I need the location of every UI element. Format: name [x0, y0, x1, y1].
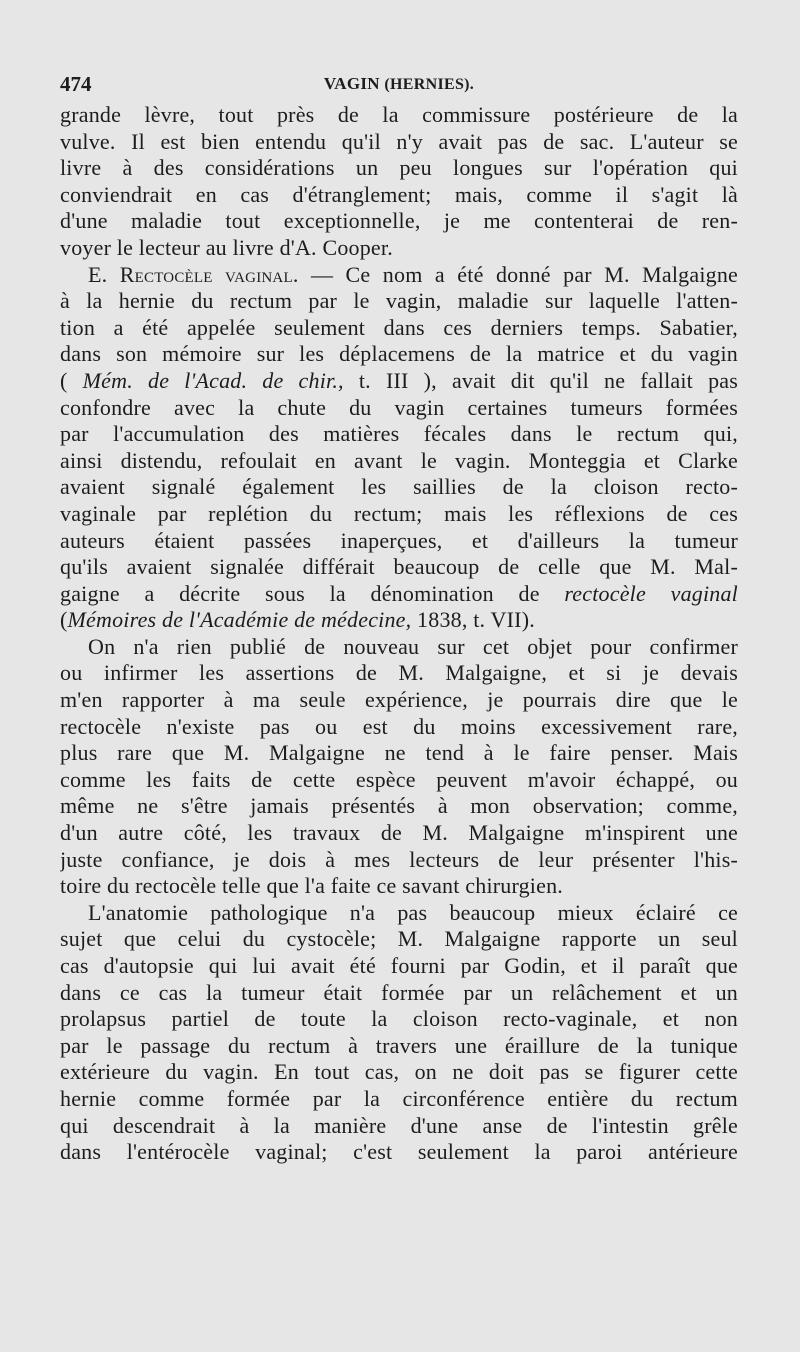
text-line: dans son mémoire sur les déplacemens de la matrice et du vagin [60, 341, 738, 367]
text-line: même ne s'être jamais présentés à mon observation; comme, [60, 793, 738, 819]
text-line: à la hernie du rectum par le vagin, maladie sur laquelle l'atten- [60, 288, 738, 314]
text-line: grande lèvre, tout près de la commissure postérieure de la [60, 102, 738, 127]
text-line: extérieure du vagin. En tout cas, on ne doit pas se figurer cette [60, 1059, 738, 1085]
text-line: juste confiance, je dois à mes lecteurs de leur présenter l'his- [60, 846, 738, 872]
text-line: voyer le lecteur au livre d'A. Cooper. [60, 234, 393, 260]
text-line: prolapsus partiel de toute la cloison recto-vaginale, et non [60, 1006, 738, 1032]
text-line: dans ce cas la tumeur était formée par un relâchement et un [60, 979, 738, 1005]
citation-title: Mém. de l'Acad. de chir., [82, 367, 344, 393]
section-heading-line [60, 262, 738, 289]
text-line: plus rare que M. Malgaigne ne tend à le faire penser. Mais [60, 740, 738, 766]
running-title [60, 74, 738, 94]
text-line: L'anatomie pathologique n'a pas beaucoup mieux éclairé ce [88, 899, 738, 925]
section-text: — Ce nom a été donné par M. Malgaigne [298, 261, 738, 287]
text-line: gaigne a décrite sous la dénomination de rectocèle vaginal [60, 580, 738, 606]
page-header [60, 66, 738, 102]
citation-title: Mémoires de l'Académie de médecine, [67, 607, 412, 633]
text-line: ou infirmer les assertions de M. Malgaigne, et si je devais [60, 660, 738, 686]
text-line: ainsi distendu, refoulait en avant le vagin. Monteggia et Clarke [60, 447, 738, 473]
text-line: comme les faits de cette espèce peuvent m'avoir échappé, ou [60, 766, 738, 792]
text-line: conviendrait en cas d'étranglement; mais, comme il s'agit là [60, 181, 738, 207]
section-letter: E. [88, 261, 120, 287]
text-line: par le passage du rectum à travers une éraillure de la tunique [60, 1032, 738, 1058]
text-line: dans l'entérocèle vaginal; c'est seulement la paroi antérieure [60, 1139, 738, 1165]
text-line: d'une maladie tout exceptionnelle, je me contenterai de ren- [60, 208, 738, 234]
text-line: livre à des considérations un peu longues sur l'opération qui [60, 155, 738, 181]
text-line: sujet que celui du cystocèle; M. Malgaigne rapporte un seul [60, 926, 738, 952]
citation-line: ( Mém. de l'Acad. de chir., t. III ), avait dit qu'il ne fallait pas [60, 367, 738, 393]
text-line: toire du rectocèle telle que l'a faite ce savant chirurgien. [60, 873, 563, 899]
text-line: par l'accumulation des matières fécales dans le rectum qui, [60, 421, 738, 447]
text-line: rectocèle n'existe pas ou est du moins excessivement rare, [60, 713, 738, 739]
text-line: vaginale par replétion du rectum; mais les réflexions de ces [60, 500, 738, 526]
text-line: vulve. Il est bien entendu qu'il n'y avait pas de sac. L'auteur se [60, 128, 738, 154]
text-line: qui descendrait à la manière d'une anse de l'intestin grêle [60, 1112, 738, 1138]
text-line: On n'a rien publié de nouveau sur cet objet pour confirmer [88, 633, 738, 659]
text-line: d'un autre côté, les travaux de M. Malgaigne m'inspirent une [60, 820, 738, 846]
text-line: hernie comme formée par la circonférence entière du rectum [60, 1085, 738, 1111]
section-title: Rectocèle vaginal. [119, 261, 299, 287]
citation-line: (Mémoires de l'Académie de médecine, 1838, t. VII). [60, 607, 535, 633]
text-line: tion a été appelée seulement dans ces derniers temps. Sabatier, [60, 314, 738, 340]
text-line: m'en rapporter à ma seule expérience, je pourrais dire que le [60, 687, 738, 713]
text-line: qu'ils avaient signalée différait beaucoup de celle que M. Mal- [60, 554, 738, 580]
text-line: confondre avec la chute du vagin certaines tumeurs formées [60, 394, 738, 420]
italic-term: rectocèle vaginal [564, 580, 738, 606]
text-line: cas d'autopsie qui lui avait été fourni par Godin, et il paraît que [60, 953, 738, 978]
text-line: avaient signalé également les saillies de la cloison recto- [60, 474, 738, 500]
running-title-paren: (HERNIES). [384, 76, 475, 93]
text-line: auteurs étaient passées inaperçues, et d'ailleurs la tumeur [60, 527, 738, 553]
page-number: 474 [60, 72, 92, 96]
running-title-main: VAGIN [323, 74, 380, 93]
body-text [60, 102, 738, 1166]
